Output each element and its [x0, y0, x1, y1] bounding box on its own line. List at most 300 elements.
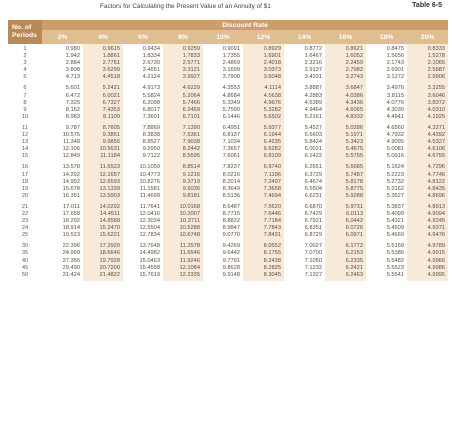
- factor-cell: 7.3601: [142, 113, 160, 120]
- factor-cell: 19.523: [62, 232, 80, 239]
- factor-cell: 15.678: [62, 185, 80, 192]
- factor-cell: 4.1114: [264, 85, 281, 92]
- factor-cell: 15.7619: [139, 271, 160, 278]
- table-body: [8, 44, 448, 281]
- factor-cell: 6.9740: [263, 164, 281, 171]
- factor-cell: 3.3255: [427, 85, 446, 92]
- period-cell: 9: [23, 106, 27, 113]
- factor-cell: 4.9464: [304, 106, 322, 113]
- factor-cell: 12.106: [62, 146, 80, 153]
- periods-header: No. of Periods: [8, 20, 42, 44]
- rate-column-header: 18%: [366, 30, 407, 44]
- factor-cell: 27.355: [62, 257, 80, 264]
- factor-cell: 5.1971: [345, 132, 363, 139]
- factor-cell: 8.9847: [222, 225, 240, 232]
- period-cell: 40: [21, 257, 29, 264]
- factor-cell: 4.0310: [427, 106, 446, 113]
- factor-cell: 6.7429: [304, 210, 322, 217]
- factor-cell: 7.3658: [263, 185, 281, 192]
- factor-cell: 6.1944: [263, 132, 281, 139]
- period-cell: 14: [21, 146, 29, 153]
- factor-cell: 10.6748: [179, 232, 200, 239]
- factor-cell: 2.4869: [222, 60, 240, 67]
- factor-cell: 0.9091: [222, 46, 240, 52]
- factor-cell: 3.2743: [345, 74, 363, 81]
- factor-cell: 2.6730: [142, 60, 160, 67]
- factor-cell: 4.9789: [427, 243, 446, 250]
- factor-cell: 5.4321: [386, 218, 404, 225]
- factor-cell: 0.8772: [304, 46, 322, 52]
- factor-cell: 5.8424: [304, 139, 322, 146]
- factor-cell: 3.0373: [263, 67, 281, 74]
- factor-cell: 15.2470: [99, 225, 120, 232]
- factor-cell: 10.1059: [139, 164, 160, 171]
- factor-cell: 5.2223: [386, 171, 404, 178]
- factor-cell: 9.4269: [222, 243, 240, 250]
- factor-cell: 2.4018: [263, 60, 281, 67]
- factor-cell: 7.8431: [263, 232, 281, 239]
- factor-cell: 9.1216: [182, 171, 200, 178]
- factor-cell: 8.8514: [182, 164, 200, 171]
- factor-cell: 4.8435: [427, 185, 446, 192]
- table-row: [8, 179, 448, 186]
- period-cell: 35: [21, 250, 29, 257]
- table-row: [8, 225, 448, 232]
- factor-cell: 14.0292: [99, 203, 120, 210]
- table-row: [8, 258, 448, 265]
- factor-cell: 12.0416: [139, 210, 160, 217]
- factor-cell: 10.575: [62, 132, 80, 139]
- period-cell: 30: [21, 243, 29, 250]
- factor-cell: 3.7908: [222, 74, 240, 81]
- factor-cell: 4.6560: [386, 124, 404, 131]
- factor-cell: 16.351: [62, 192, 80, 199]
- table-row: [8, 100, 448, 107]
- period-cell: 21: [21, 203, 29, 210]
- factor-cell: 2.884: [65, 60, 80, 67]
- factor-cell: 17.658: [62, 210, 80, 217]
- factor-cell: 2.6901: [386, 67, 404, 74]
- factor-cell: 7.5361: [182, 132, 200, 139]
- factor-cell: 2.2459: [345, 60, 363, 67]
- factor-cell: 5.4509: [386, 225, 404, 232]
- factor-cell: 6.2421: [345, 264, 363, 271]
- factor-cell: 7.0027: [304, 243, 322, 250]
- factor-cell: 9.0770: [222, 232, 240, 239]
- factor-cell: 0.8333: [427, 46, 446, 52]
- factor-cell: 4.8913: [427, 203, 446, 210]
- document-page: [8, 0, 450, 446]
- factor-cell: 17.2920: [99, 243, 120, 250]
- period-cell: 5: [23, 74, 27, 81]
- factor-cell: 6.4674: [304, 178, 322, 185]
- factor-cell: 18.292: [62, 218, 80, 225]
- factor-cell: 6.4235: [263, 139, 281, 146]
- factor-cell: 9.6036: [182, 185, 200, 192]
- factor-cell: 8.162: [65, 106, 80, 113]
- factor-cell: 6.6282: [263, 146, 281, 153]
- factor-cell: 2.3216: [304, 60, 322, 67]
- factor-cell: 6.6870: [304, 203, 322, 210]
- factor-cell: 4.9476: [427, 232, 446, 239]
- factor-cell: 12.849: [62, 153, 80, 160]
- factor-cell: 6.1422: [304, 153, 322, 160]
- factor-cell: 5.9731: [345, 203, 363, 210]
- factor-cell: 15.0463: [139, 257, 160, 264]
- factor-cell: 11.1184: [100, 153, 120, 160]
- factor-cell: 6.2469: [182, 106, 200, 113]
- factor-cell: 9.7122: [142, 153, 160, 160]
- factor-cell: 1.6052: [345, 53, 363, 60]
- factor-cell: 2.1743: [386, 60, 404, 67]
- table-row: [8, 107, 448, 114]
- factor-cell: 11.2578: [179, 243, 200, 250]
- rate-column-header: 14%: [284, 30, 325, 44]
- factor-cell: 12.7834: [139, 232, 160, 239]
- factor-cell: 12.5504: [139, 225, 160, 232]
- factor-cell: 4.8696: [427, 192, 446, 199]
- factor-cell: 4.0776: [386, 99, 404, 106]
- factor-cell: 7.7843: [263, 225, 281, 232]
- factor-cell: 12.2335: [179, 271, 200, 278]
- factor-cell: 7.1327: [304, 271, 322, 278]
- period-cell: 1: [23, 46, 27, 52]
- factor-cell: 11.1581: [139, 185, 160, 192]
- factor-cell: 7.3667: [222, 146, 240, 153]
- factor-cell: 4.8332: [345, 113, 363, 120]
- factor-cell: 0.9434: [142, 46, 160, 52]
- factor-cell: 4.9966: [427, 257, 446, 264]
- factor-cell: 2.9137: [304, 67, 322, 74]
- rate-column-header: 2%: [42, 30, 83, 44]
- factor-cell: 4.7296: [427, 164, 446, 171]
- period-cell: 16: [21, 164, 29, 171]
- factor-cell: 4.9371: [427, 225, 446, 232]
- factor-cell: 6.8729: [304, 232, 322, 239]
- factor-cell: 8.1755: [263, 250, 281, 257]
- factor-cell: 3.6048: [263, 74, 281, 81]
- factor-cell: 5.3837: [386, 203, 404, 210]
- factor-cell: 4.8122: [427, 178, 446, 185]
- factor-cell: 3.1272: [386, 74, 404, 81]
- factor-cell: 4.7932: [386, 132, 404, 139]
- factor-cell: 5.1624: [386, 164, 404, 171]
- factor-cell: 6.0021: [102, 92, 120, 99]
- factor-cell: 31.424: [62, 271, 80, 278]
- factor-cell: 19.7928: [99, 257, 120, 264]
- factor-cell: 13.7648: [139, 243, 160, 250]
- factor-cell: 7.8869: [142, 124, 160, 131]
- period-cell: 10: [21, 113, 29, 120]
- factor-cell: 3.4331: [304, 74, 322, 81]
- factor-cell: 4.713: [65, 74, 80, 81]
- factor-cell: 5.4527: [304, 124, 322, 131]
- rate-column-header: 8%: [163, 30, 203, 44]
- factor-cell: 3.1699: [222, 67, 240, 74]
- table-row: [8, 211, 448, 218]
- factor-cell: 2.7982: [345, 67, 363, 74]
- factor-cell: 8.5136: [222, 192, 240, 199]
- factor-cell: 4.9676: [263, 99, 281, 106]
- factor-cell: 24.999: [62, 250, 80, 257]
- factor-cell: 4.9986: [427, 264, 446, 271]
- factor-cell: 4.9173: [142, 85, 160, 92]
- factor-cell: 5.5482: [386, 257, 404, 264]
- factor-cell: 4.7746: [427, 171, 446, 178]
- factor-cell: 4.5327: [427, 139, 446, 146]
- factor-cell: 5.7590: [222, 106, 240, 113]
- annuity-table: [8, 20, 448, 281]
- factor-cell: 5.3349: [222, 99, 240, 106]
- table-row: [8, 139, 448, 146]
- factor-cell: 6.2098: [142, 99, 160, 106]
- factor-cell: 5.7466: [182, 99, 200, 106]
- period-cell: 45: [21, 264, 29, 271]
- factor-cell: 5.4675: [345, 146, 363, 153]
- factor-cell: 4.3030: [386, 106, 404, 113]
- factor-cell: 3.6046: [427, 92, 446, 99]
- factor-cell: 9.2950: [142, 146, 160, 153]
- factor-cell: 15.4558: [139, 264, 160, 271]
- factor-cell: 4.8684: [222, 92, 240, 99]
- factor-cell: 21.4822: [99, 271, 120, 278]
- factor-cell: 6.2153: [345, 250, 363, 257]
- table-row: [8, 67, 448, 74]
- factor-cell: 5.5755: [345, 153, 363, 160]
- factor-cell: 5.8775: [345, 185, 363, 192]
- factor-cell: 6.0971: [345, 232, 363, 239]
- factor-cell: 4.2124: [142, 74, 160, 81]
- factor-cell: 5.4669: [386, 232, 404, 239]
- period-cell: 22: [21, 210, 29, 217]
- factor-cell: 8.3649: [222, 185, 240, 192]
- factor-cell: 5.9377: [263, 124, 281, 131]
- factor-cell: 7.6446: [263, 210, 281, 217]
- table-row: [8, 132, 448, 139]
- factor-cell: 6.1772: [345, 243, 363, 250]
- table-row: [8, 186, 448, 193]
- factor-cell: 9.3851: [102, 132, 120, 139]
- factor-cell: 4.1925: [427, 113, 446, 120]
- factor-cell: 4.0386: [345, 92, 363, 99]
- factor-cell: 8.0552: [263, 243, 281, 250]
- table-row: [8, 60, 448, 67]
- factor-cell: 4.5638: [263, 92, 281, 99]
- period-cell: 8: [23, 99, 27, 106]
- factor-cell: 4.6106: [427, 146, 446, 153]
- period-cell: 15: [21, 153, 29, 160]
- factor-cell: 5.7487: [345, 171, 363, 178]
- table-row: [8, 153, 448, 162]
- factor-cell: 5.5541: [386, 271, 404, 278]
- factor-cell: 7.6061: [222, 153, 240, 160]
- table-row: [8, 74, 448, 83]
- period-cell: 7: [23, 92, 27, 99]
- factor-cell: 0.980: [65, 46, 80, 52]
- factor-cell: 6.0113: [346, 210, 363, 217]
- factor-cell: 11.6523: [99, 164, 120, 171]
- factor-cell: 9.8181: [182, 192, 200, 199]
- factor-cell: 1.6901: [263, 53, 281, 60]
- factor-cell: 5.6502: [263, 113, 281, 120]
- factor-cell: 6.4951: [222, 124, 240, 131]
- factor-cell: 6.5504: [304, 185, 322, 192]
- factor-cell: 8.983: [65, 113, 80, 120]
- factor-cell: 3.8887: [304, 85, 322, 92]
- factor-cell: 12.6593: [99, 178, 120, 185]
- factor-cell: 4.9915: [427, 250, 446, 257]
- factor-cell: 9.787: [65, 124, 80, 131]
- factor-cell: 8.2442: [182, 146, 200, 153]
- factor-cell: 3.9927: [182, 74, 200, 81]
- factor-cell: 8.2014: [222, 178, 240, 185]
- factor-cell: 4.6065: [345, 106, 363, 113]
- factor-cell: 4.4941: [386, 113, 404, 120]
- factor-cell: 13.1339: [99, 185, 120, 192]
- factor-cell: 1.942: [65, 53, 80, 60]
- factor-cell: 12.1084: [179, 264, 200, 271]
- period-cell: 3: [23, 60, 27, 67]
- factor-cell: 8.3045: [263, 271, 281, 278]
- factor-cell: 12.3034: [139, 218, 160, 225]
- rate-column-header: 16%: [325, 30, 366, 44]
- factor-cell: 6.8351: [304, 225, 322, 232]
- factor-cell: 7.1034: [222, 139, 240, 146]
- factor-cell: 5.2421: [102, 85, 120, 92]
- factor-cell: 0.9615: [102, 46, 120, 52]
- factor-cell: 5.601: [65, 85, 80, 92]
- factor-cell: 5.8178: [345, 178, 363, 185]
- factor-cell: 1.8861: [102, 53, 120, 60]
- factor-cell: 9.3719: [182, 178, 200, 185]
- table-row: [8, 202, 448, 211]
- factor-cell: 4.6389: [304, 99, 322, 106]
- table-row: [8, 44, 448, 53]
- rate-column-header: 4%: [83, 30, 123, 44]
- factor-cell: 8.5595: [182, 153, 200, 160]
- factor-cell: 5.5523: [386, 264, 404, 271]
- factor-cell: 14.292: [62, 171, 80, 178]
- period-cell: 4: [23, 67, 27, 74]
- factor-cell: 8.8832: [222, 218, 240, 225]
- factor-cell: 12.1657: [99, 171, 120, 178]
- factor-cell: 22.396: [62, 243, 80, 250]
- factor-cell: 5.3282: [263, 106, 281, 113]
- discount-rate-header: Discount Rate: [42, 20, 448, 30]
- factor-cell: 6.3729: [304, 171, 322, 178]
- factor-cell: 6.2651: [304, 164, 322, 171]
- factor-cell: 1.7355: [222, 53, 240, 60]
- factor-cell: 4.3553: [222, 85, 240, 92]
- factor-cell: 11.4699: [139, 192, 160, 199]
- factor-cell: 8.3838: [142, 132, 160, 139]
- factor-cell: 11.7641: [139, 203, 160, 210]
- factor-cell: 14.4511: [99, 210, 120, 217]
- table-row: [8, 83, 448, 92]
- factor-cell: 2.1065: [427, 60, 446, 67]
- factor-cell: 6.472: [65, 92, 80, 99]
- factor-cell: 3.4976: [386, 85, 404, 92]
- factor-cell: 8.6487: [222, 203, 240, 210]
- page-header: [8, 3, 446, 15]
- factor-cell: 2.7751: [102, 60, 120, 67]
- table-number: Table 6-5: [412, 2, 442, 9]
- factor-cell: 2.9906: [427, 74, 446, 81]
- period-cell: 25: [21, 232, 29, 239]
- factor-cell: 6.8109: [263, 153, 281, 160]
- factor-cell: 18.6646: [99, 250, 120, 257]
- factor-cell: 11.6546: [179, 250, 200, 257]
- factor-cell: 7.9038: [182, 139, 200, 146]
- factor-cell: 15.6221: [99, 232, 120, 239]
- period-cell: 2: [23, 53, 27, 60]
- factor-cell: 10.5631: [99, 146, 120, 153]
- factor-cell: 14.4982: [139, 250, 160, 257]
- factor-cell: 5.0286: [345, 124, 363, 131]
- table-row: [8, 146, 448, 153]
- factor-cell: 0.9259: [182, 46, 200, 52]
- factor-cell: 29.490: [62, 264, 80, 271]
- factor-cell: 4.9095: [386, 139, 404, 146]
- factor-cell: 7.325: [65, 99, 80, 106]
- factor-cell: 0.8621: [345, 46, 363, 52]
- factor-cell: 7.7184: [263, 218, 281, 225]
- factor-cell: 8.2438: [263, 257, 281, 264]
- table-row: [8, 53, 448, 60]
- factor-cell: 10.4773: [139, 171, 160, 178]
- period-cell: 24: [21, 225, 29, 232]
- factor-cell: 6.7101: [182, 113, 200, 120]
- factor-cell: 10.3711: [179, 218, 200, 225]
- factor-cell: 3.6847: [345, 85, 363, 92]
- factor-cell: 14.992: [62, 178, 80, 185]
- period-cell: 17: [21, 171, 29, 178]
- factor-cell: 6.7921: [304, 218, 322, 225]
- factor-cell: 6.6231: [304, 192, 322, 199]
- factor-cell: 5.2161: [304, 113, 322, 120]
- table-row: [8, 114, 448, 123]
- factor-cell: 3.808: [65, 67, 80, 74]
- factor-cell: 7.2497: [263, 178, 281, 185]
- factor-cell: 2.5771: [182, 60, 200, 67]
- factor-cell: 8.7715: [222, 210, 240, 217]
- factor-cell: 4.9245: [427, 218, 446, 225]
- factor-cell: 5.3527: [386, 192, 404, 199]
- factor-cell: 7.1050: [304, 257, 322, 264]
- factor-cell: 5.6603: [304, 132, 322, 139]
- factor-cell: 6.0442: [345, 218, 363, 225]
- table-row: [8, 162, 448, 171]
- factor-cell: 5.5386: [386, 250, 404, 257]
- period-cell: 6: [23, 85, 27, 92]
- factor-cell: 5.2064: [182, 92, 200, 99]
- table-row: [8, 123, 448, 132]
- factor-cell: 5.0916: [386, 153, 404, 160]
- factor-cell: 9.9856: [102, 139, 120, 146]
- factor-cell: 8.1109: [103, 113, 120, 120]
- factor-cell: 4.6755: [427, 153, 446, 160]
- factor-cell: 18.914: [62, 225, 80, 232]
- factor-cell: 4.9995: [427, 271, 446, 278]
- table-row: [8, 241, 448, 250]
- factor-cell: 7.4353: [102, 106, 120, 113]
- factor-cell: 7.0700: [304, 250, 322, 257]
- factor-cell: 7.1196: [264, 171, 281, 178]
- period-cell: 11: [22, 124, 28, 131]
- factor-cell: 3.8115: [387, 92, 404, 99]
- rate-column-header: 10%: [203, 30, 243, 44]
- period-cell: 23: [21, 218, 29, 225]
